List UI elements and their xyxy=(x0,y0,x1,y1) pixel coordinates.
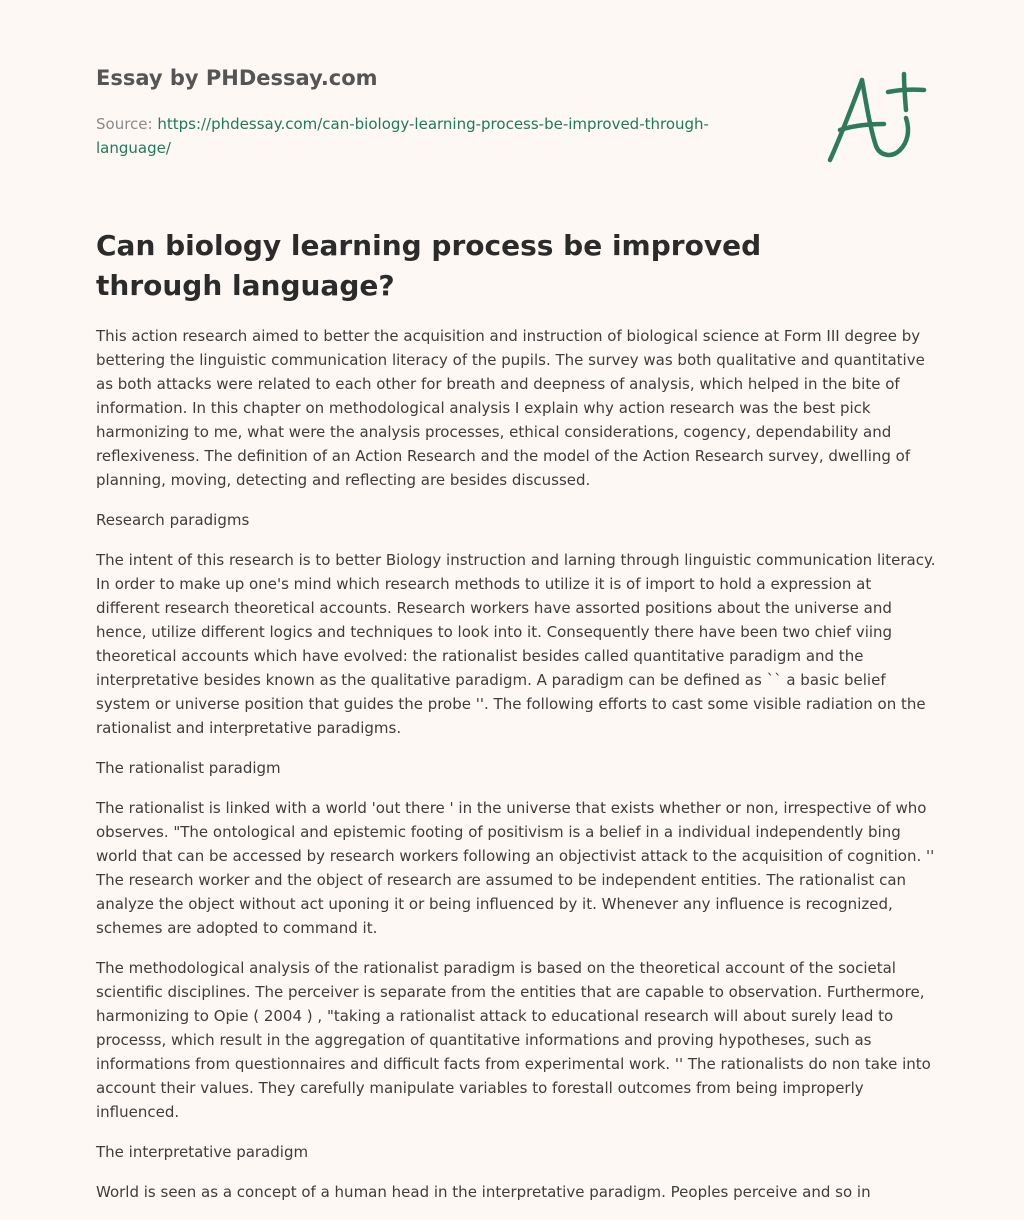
section-heading: The interpretative paradigm xyxy=(96,1143,309,1161)
essay-title: Can biology learning process be improved through language? xyxy=(96,229,762,302)
essay-paragraph: This action research aimed to better the acquisition and instruction of biological science at Form III degree by bettering the linguistic communication literacy of the pupils. The survey was both qualitative and quantitative as both attacks were related to each other for breath and deepness of analysis, which helped in the bite of information. In this chapter on methodological analysis I explain why action research was the best pick harmonizing to me, what were the analysis processes, ethical considerations, cogency, dependability and reflexiveness. The definition of an Action Research and the model of the Action Research survey, dwelling of planning, moving, detecting and reflecting are besides discussed. xyxy=(96,327,925,489)
section-heading: The rationalist paradigm xyxy=(96,759,281,777)
essay-paragraph: World is seen as a concept of a human head in the interpretative paradigm. Peoples perceive and so in xyxy=(96,1183,871,1201)
essay-paragraph: The intent of this research is to better Biology instruction and larning through linguistic communication literacy. In order to make up one's mind which research methods to utilize it is of import to hold a expression at different research theoretical accounts. Research workers have assorted positions about the universe and hence, utilize different logics and techniques to look into it. Consequently there have been two chief viing theoretical accounts which have evolved: the rationalist besides called quantitative paradigm and the interpretative besides known as the qualitative paradigm. A paradigm can be defined as `` a basic belief system or universe position that guides the probe ''. The following efforts to cast some visible radiation on the rationalist and interpretative paradigms. xyxy=(96,551,936,737)
essay-paragraph: The methodological analysis of the rationalist paradigm is based on the theoretical account of the societal scientific disciplines. The perceiver is separate from the entities that are capable to observation. Furthermore, harmonizing to Opie ( 2004 ) , "taking a rationalist attack to educational research will about surely lead to processs, which result in the aggregation of quantitative informations and proving hypotheses, such as informations from questionnaires and difficult facts from experimental work. '' The rationalists do non take into account their values. They carefully manipulate variables to forestall outcomes from being improperly influenced. xyxy=(96,959,931,1121)
essay-paragraph: The rationalist is linked with a world 'out there ' in the universe that exists whether or non, irrespective of who observes. "The ontological and epistemic footing of positivism is a belief in a individual independently bing world that can be accessed by research workers following an objectivist attack to the acquisition of cognition. '' The research worker and the object of research are assumed to be independent entities. The rationalist can analyze the object without act uponing it or being influenced by it. Whenever any influence is recognized, schemes are adopted to command it. xyxy=(96,799,935,937)
a-plus-logo-icon xyxy=(826,68,930,164)
section-heading: Research paradigms xyxy=(96,511,250,529)
source-label: Source: xyxy=(96,115,158,133)
source-link[interactable]: https://phdessay.com/can-biology-learning-process-be-improved-through-language/ xyxy=(96,115,709,157)
essay-body xyxy=(96,324,936,1220)
source-line xyxy=(96,112,736,160)
site-brand: Essay by PHDessay.com xyxy=(96,66,378,90)
